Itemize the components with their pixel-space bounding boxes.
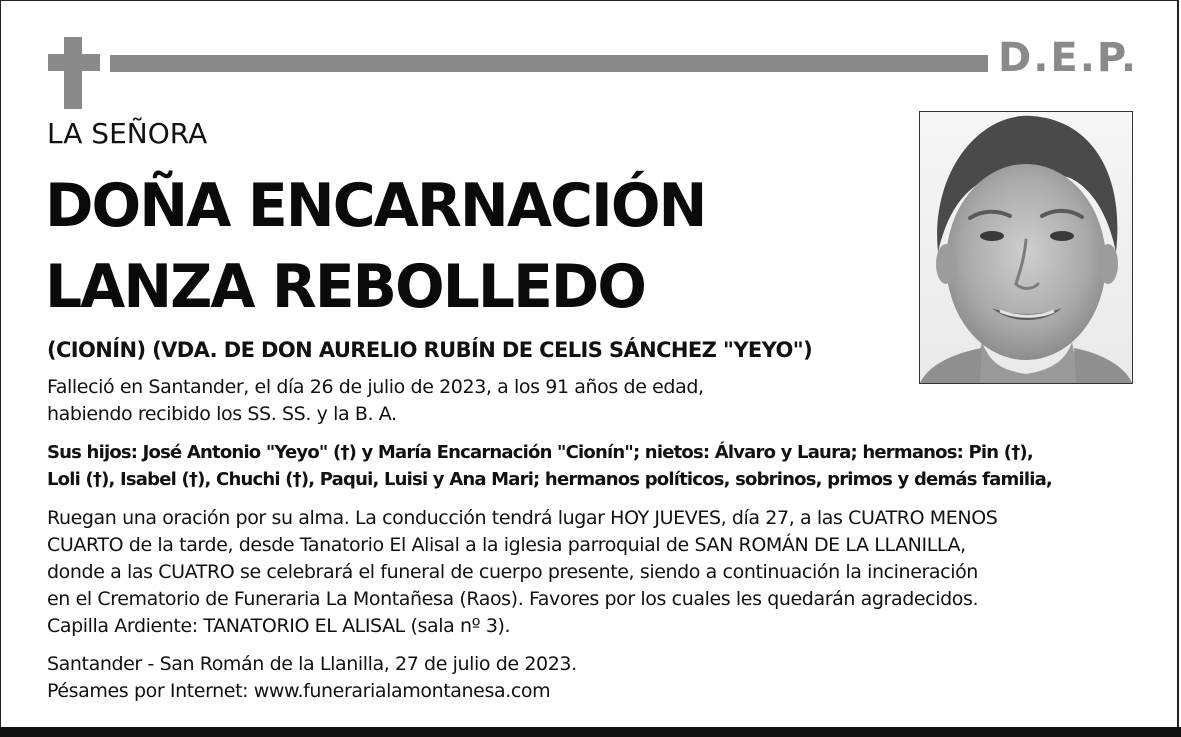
- place-date-line: Santander - San Román de la Llanilla, 27 de julio de 2023.: [47, 653, 577, 675]
- ceremony-line-3: donde a las CUATRO se celebrará el funeral de cuerpo presente, siendo a continuación la incineración: [47, 561, 978, 583]
- ceremony-line-2: CUARTO de la tarde, desde Tanatorio El Alisal a la iglesia parroquial de SAN ROMÁN DE LA LLANILLA,: [47, 534, 966, 556]
- ceremony-line-1: Ruegan una oración por su alma. La conducción tendrá lugar HOY JUEVES, día 27, a las CUATRO MENOS: [47, 507, 998, 529]
- header-rule: [110, 55, 988, 72]
- deceased-name-line2: LANZA REBOLLEDO: [45, 252, 645, 322]
- nickname-line: (CIONÍN) (VDA. DE DON AURELIO RUBÍN DE CELIS SÁNCHEZ "YEYO"): [47, 338, 813, 362]
- death-line-2: habiendo recibido los SS. SS. y la B. A.: [47, 403, 397, 425]
- family-line-2: Loli (†), Isabel (†), Chuchi (†), Paqui, Luisi y Ana Mari; hermanos políticos, sobrinos, primos y demás familia,: [47, 469, 1052, 490]
- cross-icon: [48, 37, 100, 109]
- intro-label: LA SEÑORA: [47, 117, 208, 150]
- family-line-1: Sus hijos: José Antonio "Yeyo" (†) y María Encarnación "Cionín"; nietos: Álvaro y Laura; hermanos: Pin (†),: [47, 442, 1033, 463]
- condolences-line: Pésames por Internet: www.funerarialamontanesa.com: [47, 680, 551, 702]
- deceased-name-line1: DOÑA ENCARNACIÓN: [45, 171, 706, 241]
- bottom-border: [0, 727, 1181, 737]
- dep-label: D.E.P.: [998, 35, 1139, 81]
- ceremony-line-4: en el Crematorio de Funeraria La Montañesa (Raos). Favores por los cuales les quedarán agradecidos.: [47, 588, 979, 610]
- ceremony-line-5: Capilla Ardiente: TANATORIO EL ALISAL (sala nº 3).: [47, 615, 511, 637]
- portrait-photo: [919, 111, 1133, 384]
- death-line-1: Falleció en Santander, el día 26 de julio de 2023, a los 91 años de edad,: [47, 376, 704, 398]
